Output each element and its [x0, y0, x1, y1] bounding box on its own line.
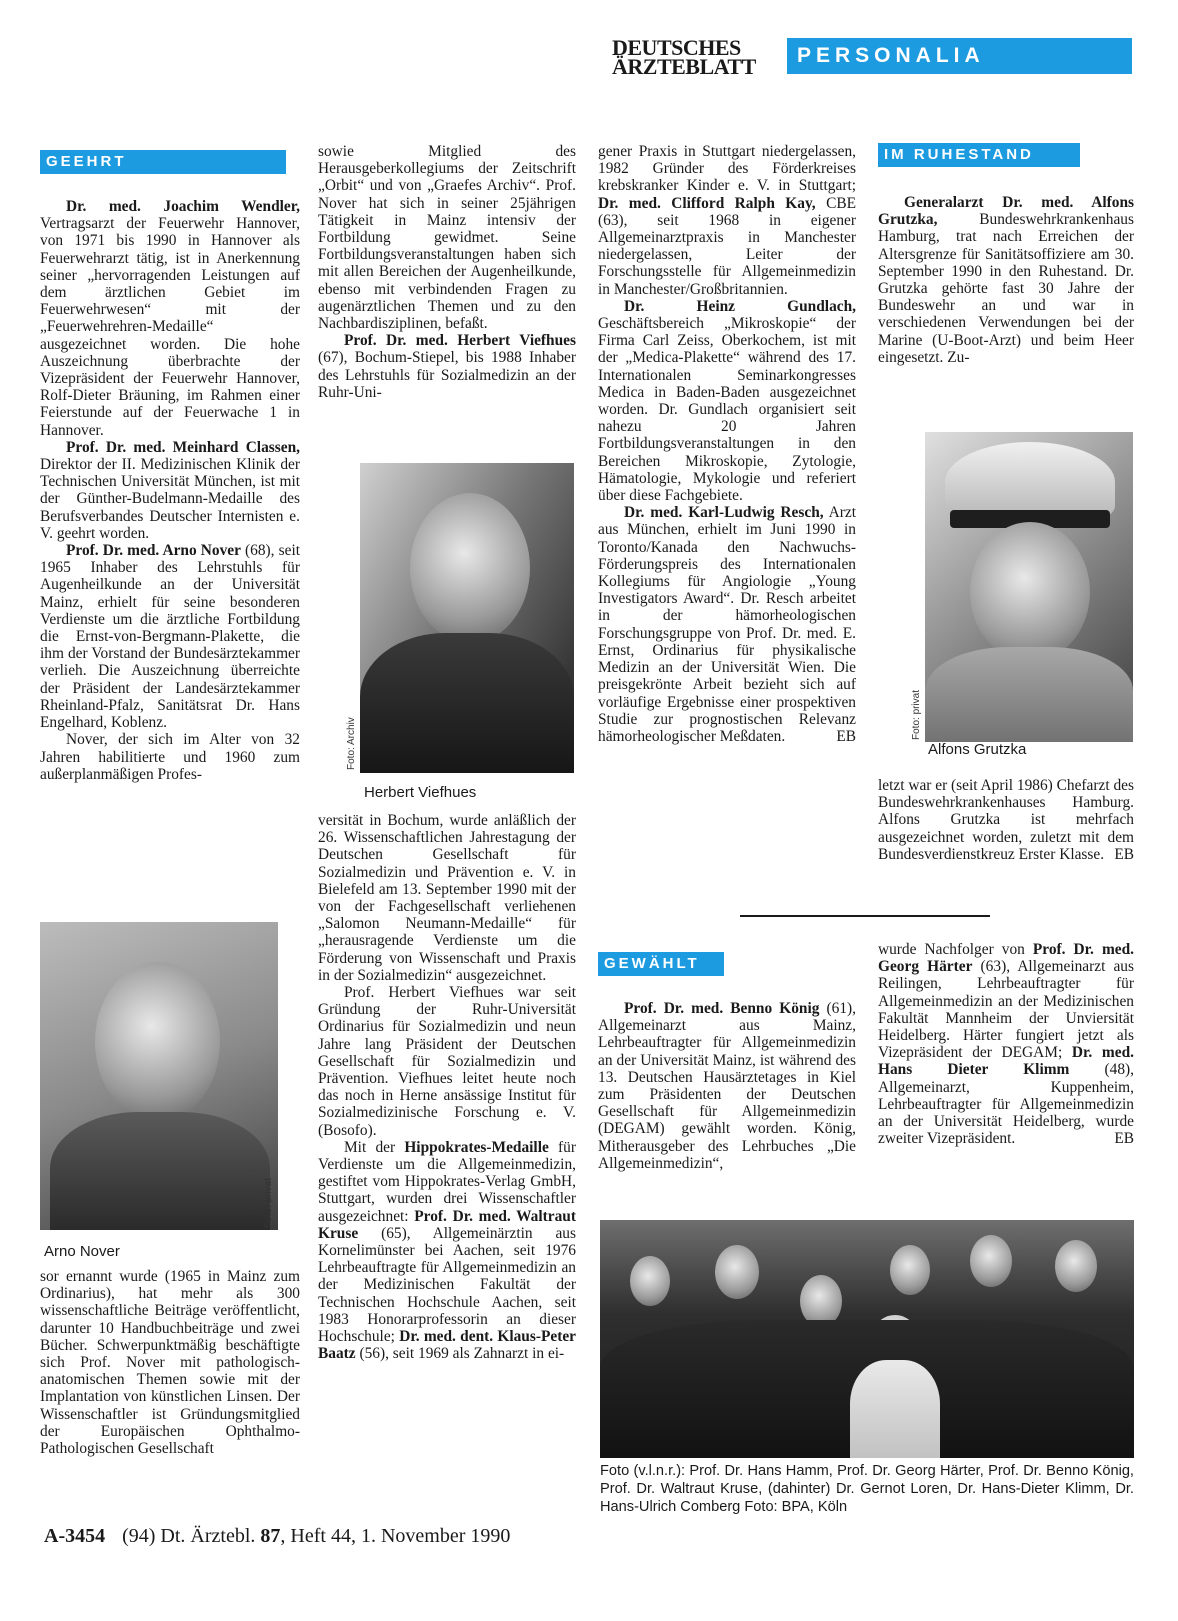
column-2-upper: [318, 143, 576, 401]
photo-group: [600, 1220, 1134, 1458]
divider-rule: [740, 915, 990, 917]
footer-journal: (94) Dt. Ärztebl.: [122, 1525, 256, 1547]
gewaehlt-left: [598, 1000, 856, 1172]
text-viefhues: (67), Bochum-Stiepel, bis 1988 Inhaber des Lehrstuhls für Sozialmedizin an der Ruhr-Uni-: [318, 349, 576, 401]
text-klimm: (48), Allgemeinarzt, Kuppenheim, Lehrbeauftragter für Allgemeinmedizin an der Universität Heidelberg, wurde zweiter Vizepräsident.: [878, 1061, 1134, 1148]
text-nover-col2: sowie Mitglied des Herausgeberkollegiums der Zeitschrift „Orbit“ und von „Graefes Archiv“. Prof. Nover hat sich in seiner 25jährigen Tätigkeit in Mainz intensiv der Fortbildung gewidmet. Seine Fortbildungsveranstaltungen haben sich mit allen Bereichen der Augenheilkunde, ebenso mit verbindenden Fragen zu augenärztlichen Themen und zu den Nachbardisziplinen, befaßt.: [318, 143, 576, 333]
column-4-upper: [878, 194, 1134, 366]
text-baatz-cont: gener Praxis in Stuttgart niedergelassen, 1982 Gründer des Förderkreises krebskranker Kinder e. V. in Stuttgart;: [598, 143, 856, 195]
column-2-lower: [318, 812, 576, 1363]
name-wendler: Dr. med. Joachim Wendler,: [66, 198, 300, 215]
text-hippokrates-c: für Verdienste um die Allgemeinmedizin, gestiftet vom Hippokrates-Verlag GmbH, Stuttgart, wurden drei Wissenschaftler ausgezeichnet:: [318, 1138, 576, 1225]
footer-issue: , Heft 44, 1. November 1990: [280, 1525, 511, 1547]
text-nover-end: sor ernannt wurde (1965 in Mainz zum Ordinarius), hat mehr als 300 wissenschaftliche Beiträge veröffentlicht, darunter 10 Handbuchbeiträge und zwei Bücher. Schwerpunktmäßig beschäftigte sich Prof. Nover mit pathologisch-anatomischen Themen sowie mit der Implantation von künstlichen Linsen. Der Wissenschaftler ist Gründungsmitglied der Europäischen Ophthalmo-Pathologischen Gesellschaft: [40, 1268, 300, 1458]
photo-nover: [40, 922, 278, 1230]
column-1-upper: [40, 198, 300, 783]
caption-nover: Arno Nover: [44, 1243, 120, 1260]
photo-viefhues: [360, 463, 574, 773]
caption-viefhues: Herbert Viefhues: [364, 784, 477, 801]
name-grutzka: Generalarzt Dr. med. Alfons Grutzka,: [878, 194, 1134, 229]
credit-viefhues: Foto: Archiv: [346, 717, 357, 770]
caption-group: Foto (v.l.n.r.): Prof. Dr. Hans Hamm, Prof. Dr. Georg Härter, Prof. Dr. Benno König, Prof. Dr. Waltraut Kruse, (dahinter) Dr. Gernot Loren, Dr. Hans-Dieter Klimm, Dr. Hans-Ulrich Comberg Foto: BPA, Köln: [600, 1463, 1134, 1515]
photo-grutzka: [925, 432, 1133, 742]
text-kruse: (65), Allgemeinärztin aus Kornelimünster bei Aachen, seit 1976 Lehrbeauftragte für Allgemeinmedizin an der Medizinischen Fakultät der Technischen Hochschule Aachen, seit 1983 Honorarprofessorin an dieser Hochschule;: [318, 1224, 576, 1346]
text-nover-cont: Nover, der sich im Alter von 32 Jahren habilitierte und 1960 zum außerplanmäßigen Profes-: [40, 731, 300, 783]
name-resch: Dr. med. Karl-Ludwig Resch,: [624, 504, 824, 522]
text-grutzka-cont: letzt war er (seit April 1986) Chefarzt des Bundeswehrkrankenhauses Hamburg. Alfons Grutzka ist mehrfach ausgezeichnet worden, zuletzt mit dem Bundesverdienstkreuz Erster Klasse.: [878, 777, 1134, 863]
text-gundlach: Geschäftsbereich „Mikroskopie“ der Firma Carl Zeiss, Oberkochem, ist mit der „Medica-Plakette“ während des 17. Internationalen Seminarkongresses Medica in Baden-Baden ausgezeichnet worden. Dr. Gundlach organisiert seit nahezu 20 Jahren Fortbildungsveranstaltungen in den Bereichen Mikroskopie, Zytologie, Hämatologie, Mykologie und referiert über diese Fachgebiete.: [598, 315, 856, 505]
text-hippokrates-a: Mit der: [344, 1138, 405, 1156]
signature-eb-col4: EB: [1114, 845, 1134, 863]
gewaehlt-right: [878, 941, 1134, 1147]
text-koenig: (61), Allgemeinarzt aus Mainz, Lehrbeauftragter für Allgemeinmedizin an der Universität Mainz, ist während des 13. Deutschen Hausärztetages in Kiel zum Präsidenten der Deutschen Gesellschaft für Allgemeinmedizin (DEGAM) gewählt worden. König, Mitherausgeber des Lehrbuches „Die Allgemeinmedizin“,: [598, 1000, 856, 1172]
credit-grutzka: Foto: privat: [911, 689, 922, 740]
name-koenig: Prof. Dr. med. Benno König: [624, 1000, 820, 1017]
name-kay: Dr. med. Clifford Ralph Kay,: [598, 194, 816, 212]
column-3: [598, 143, 856, 745]
masthead: [612, 35, 782, 79]
name-classen: Prof. Dr. med. Meinhard Classen,: [66, 438, 300, 456]
brand-line1: DEUTSCHES: [612, 35, 741, 60]
text-haerter: (63), Allgemeinarzt aus Reilingen, Lehrbeauftragter für Allgemeinmedizin an der Medizinischen Fakultät Mannheim der Unviersität Heidelberg. Härter fungiert jetzt als Vizepräsident der DEGAM;: [878, 958, 1134, 1062]
name-kruse: Prof. Dr. med. Waltraut Kruse: [318, 1207, 576, 1242]
column-1-lower: [40, 1268, 300, 1457]
text-viefhues-bio: Prof. Herbert Viefhues war seit Gründung der Ruhr-Universität Ordinarius für Sozialmedizin und neun Jahre lang Präsident der Deutschen Gesellschaft für Sozialmedizin und Prävention. Viefhues leitet heute noch das noch in Herne ansässige Institut für Sozialmedizinische Forschung e. V. (Bosofo).: [318, 984, 576, 1139]
column-4-lower: [878, 777, 1134, 863]
section-gewaehlt: GEWÄHLT: [598, 952, 724, 976]
name-viefhues: Prof. Dr. med. Herbert Viefhues: [344, 332, 576, 350]
section-geehrt: GEEHRT: [40, 150, 286, 174]
text-kay: CBE (63), seit 1968 in eigener Allgemeinarztpraxis in Manchester niedergelassen, Leiter der Forschungsstelle für Allgemeinmedizin in Manchester/Großbritannien.: [598, 194, 856, 298]
text-grutzka: Bundeswehrkrankenhaus Hamburg, trat nach Erreichen der Altersgrenze für Sanitätsoffiziere am 30. September 1990 in den Ruhestand. Dr. Grutzka gehörte fast 30 Jahre der Bundeswehr an und war in verschiedenen Verwendungen bei der Marine (U-Boot-Arzt) und beim Heer eingesetzt. Zu-: [878, 211, 1134, 366]
signature-eb-col3: EB: [836, 727, 856, 745]
text-nover: (68), seit 1965 Inhaber des Lehrstuhls für Augenheilkunde an der Universität Mainz, erhielt für seine besonderen Verdienste um die ärztliche Fortbildung die Ernst-von-Bergmann-Plakette, die ihm der Vorstand der Bundesärztekammer verlieh. Die Auszeichnung überreichte der Präsident der Landesärztekammer Rheinland-Pfalz, Sanitätsrat Dr. Hans Engelhard, Koblenz.: [40, 542, 300, 732]
section-ruhestand: IM RUHESTAND: [878, 143, 1080, 167]
award-hippokrates: Hippokrates-Medaille: [404, 1138, 549, 1156]
page-number: A-3454: [44, 1525, 106, 1547]
credit-nover: Foto: privat: [263, 1177, 274, 1228]
text-viefhues-cont: versität in Bochum, wurde anläßlich der 26. Wissenschaftlichen Jahrestagung der Deutschen Gesellschaft für Sozialmedizin und Prävention e. V. in Bielefeld am 13. September 1990 mit der von der Fachgesellschaft verliehenen „Salomon Neumann-Medaille“ für „herausragende Verdienste um die Förderung von Wissenschaft und Praxis in der Sozialmedizin“ ausgezeichnet.: [318, 812, 576, 984]
text-baatz: (56), seit 1969 als Zahnarzt in ei-: [355, 1345, 565, 1363]
signature-eb-gewaehlt: EB: [1114, 1130, 1134, 1148]
name-gundlach: Dr. Heinz Gundlach,: [624, 297, 856, 315]
page-footer: [44, 1525, 510, 1548]
text-wendler: Vertragsarzt der Feuerwehr Hannover, von 1971 bis 1990 in Hannover als Feuerwehrarzt tätig, ist in Anerkennung seiner „hervorragenden Leistungen auf dem ärztlichen Gebiet im Feuerwehrwesen“ mit der „Feuerwehrehren-Medaille“ ausgezeichnet worden. Die hohe Auszeichnung überbrachte der Vizepräsident der Feuerwehr Hannover, Rolf-Dieter Bräuning, im Rahmen einer Feierstunde auf der Feuerwache 1 in Hannover.: [40, 215, 300, 439]
text-resch: Arzt aus München, erhielt im Juni 1990 in Toronto/Kanada den Nachwuchs-Förderungspreis des Internationalen Kollegiums für Angiologie „Young Investigators Award“. Dr. Resch arbeitet in der hämorheologischen Forschungsgruppe von Prof. Dr. med. E. Ernst, Ordinarius für physikalische Medizin an der Universität Wien. Die preisgekrönte Arbeit bezieht sich auf vorläufige Ergebnisse einer prospektiven Studie zur prognostischen Relevanz hämorheologischer Meßdaten.: [598, 504, 856, 745]
name-nover: Prof. Dr. med. Arno Nover: [66, 542, 241, 560]
caption-grutzka: Alfons Grutzka: [928, 741, 1027, 758]
name-haerter: Prof. Dr. med. Georg Härter: [878, 941, 1134, 976]
text-haerter-a: wurde Nachfolger von: [878, 941, 1033, 958]
footer-volume: 87: [260, 1525, 281, 1547]
name-klimm: Dr. med. Hans Dieter Klimm: [878, 1044, 1134, 1079]
brand-line2: ÄRZTEBLATT: [612, 54, 756, 79]
name-baatz: Dr. med. dent. Klaus-Peter Baatz: [318, 1328, 576, 1363]
section-banner: PERSONALIA: [787, 38, 1132, 74]
text-classen: Direktor der II. Medizinischen Klinik der Technischen Universität München, ist mit der Günther-Budelmann-Medaille des Berufsverbandes Deutscher Internisten e. V. geehrt worden.: [40, 456, 300, 542]
